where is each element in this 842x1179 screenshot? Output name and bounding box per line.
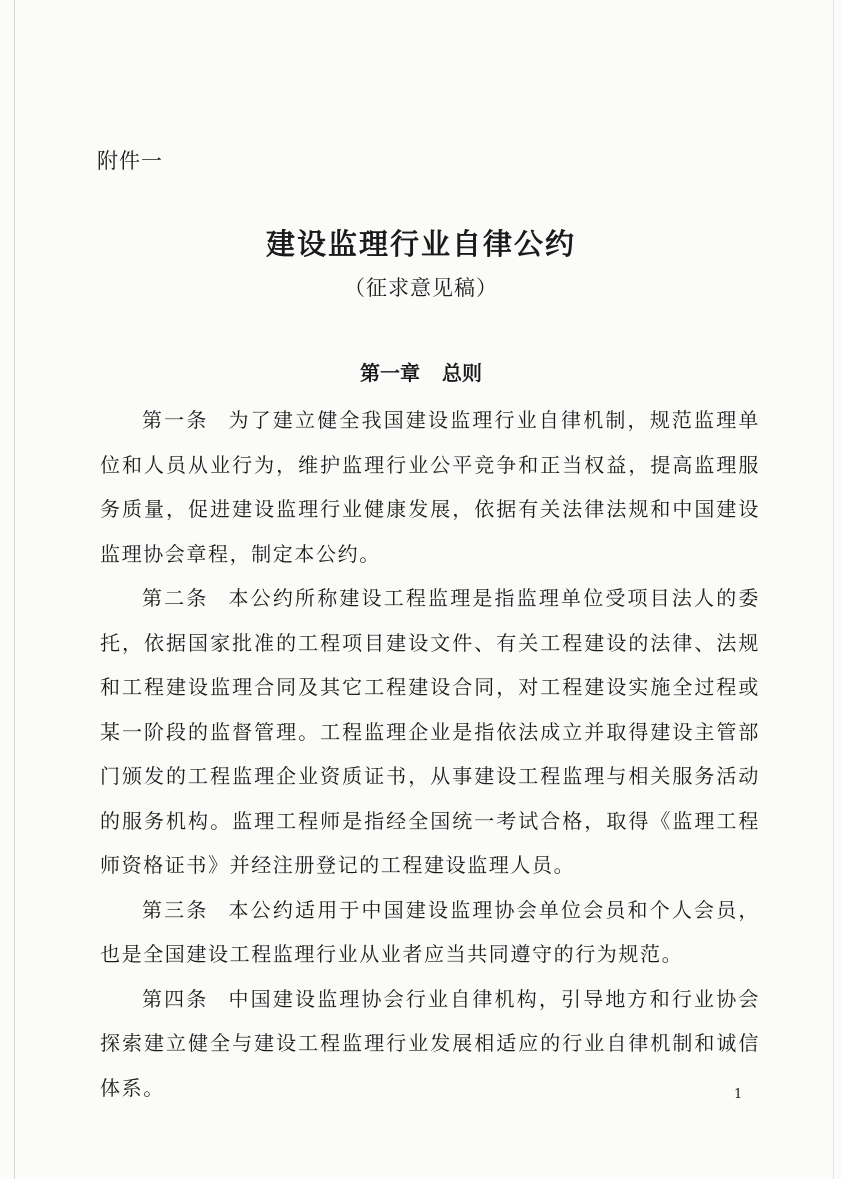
article-text: 为了建立健全我国建设监理行业自律机制，规范监理单位和人员从业行为，维护监理行业公平竞争和正当权益，提高监理服务质量，促进建设监理行业健康发展，依据有关法律法规和中国建设监理协会章程，制定本公约。 (100, 408, 760, 566)
page-number: 1 (734, 1087, 743, 1102)
chapter-heading (0, 357, 842, 386)
article-1 (100, 398, 760, 576)
article-text: 本公约所称建设工程监理是指监理单位受项目法人的委托，依据国家批准的工程项目建设文件、有关工程建设的法律、法规和工程建设监理合同及其它工程建设合同，对工程建设实施全过程或某一阶段的监督管理。工程监理企业是指依法成立并取得建设主管部门颁发的工程监理企业资质证书，从事建设工程监理与相关服务活动的服务机构。监理工程师是指经全国统一考试合格，取得《监理工程师资格证书》并经注册登记的工程建设监理人员。 (100, 586, 760, 877)
article-number: 第四条 (142, 986, 209, 1011)
article-number: 第三条 (142, 897, 209, 922)
scan-edge-right (833, 0, 834, 1179)
article-number: 第二条 (142, 586, 209, 610)
document-title: 建设监理行业自律公约 (265, 227, 576, 261)
article-number: 第一条 (142, 408, 209, 432)
document-subtitle: （征求意见稿） (344, 276, 498, 300)
article-2 (100, 576, 760, 888)
articles-body (100, 398, 760, 1110)
article-3 (100, 888, 760, 977)
article-text: 中国建设监理协会行业自律机构，引导地方和行业协会探索建立健全与建设工程监理行业发展相适应的行业自律机制和诚信体系。 (100, 986, 760, 1100)
article-text: 本公约适用于中国建设监理协会单位会员和个人会员，也是全国建设工程监理行业从业者应当共同遵守的行为规范。 (100, 897, 760, 966)
scan-edge-left (14, 0, 15, 1179)
chapter-number: 第一章 (360, 361, 420, 385)
attachment-label: 附件一 (97, 149, 163, 173)
chapter-name: 总则 (442, 361, 482, 385)
article-4 (100, 977, 760, 1111)
